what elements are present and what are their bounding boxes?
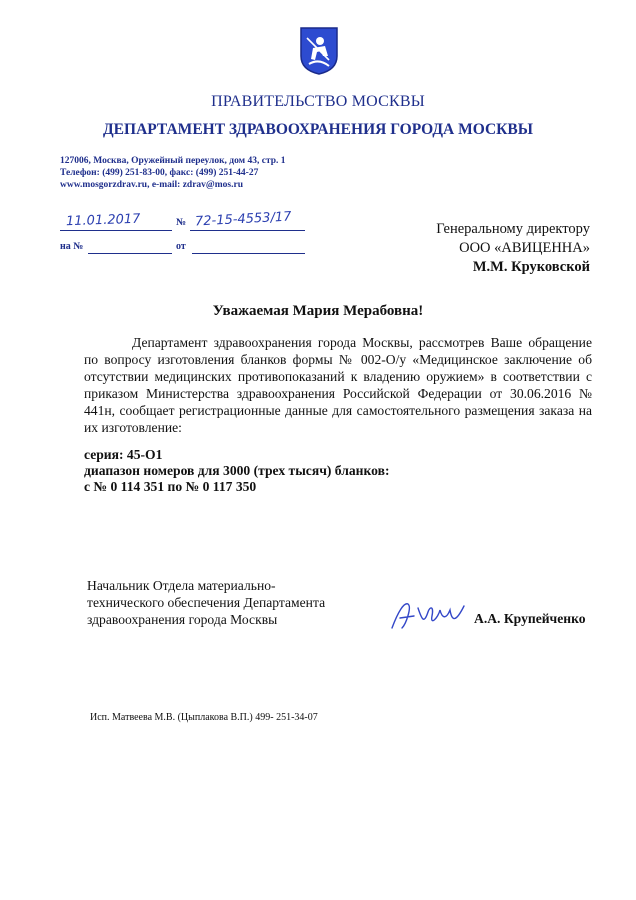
addressee-block bbox=[436, 220, 590, 277]
signer-name: А.А. Крупейченко bbox=[474, 611, 586, 626]
department-title: ДЕПАРТАМЕНТ ЗДРАВООХРАНЕНИЯ ГОРОДА МОСКВЫ bbox=[103, 121, 533, 138]
addressee-name: М.М. Круковской bbox=[472, 259, 590, 275]
number-underline bbox=[190, 230, 305, 231]
contact-block bbox=[60, 155, 286, 191]
details-block bbox=[84, 447, 389, 495]
addressee-company: ООО «АВИЦЕННА» bbox=[459, 240, 590, 256]
registration-number: 72-15-4553/17 bbox=[194, 209, 292, 230]
number-label: № bbox=[176, 217, 187, 228]
from-underline bbox=[192, 253, 305, 254]
registration-date: 11.01.2017 bbox=[65, 211, 141, 230]
web-line: www.mosgorzdrav.ru, e-mail: zdrav@mos.ru bbox=[60, 180, 243, 190]
on-number-label: на № bbox=[60, 241, 84, 252]
on-number-underline bbox=[88, 253, 172, 254]
series-line: серия: 45-О1 bbox=[84, 447, 163, 462]
range-line: диапазон номеров для 3000 (трех тысяч) бланков: bbox=[84, 463, 390, 478]
executor-line: Исп. Матвеева М.В. (Цыплакова В.П.) 499- 251-34-07 bbox=[90, 712, 318, 723]
numbers-line: с № 0 114 351 по № 0 117 350 bbox=[84, 479, 257, 494]
signer-title-line2: технического обеспечения Департамента bbox=[87, 595, 326, 610]
phone-line: Телефон: (499) 251-83-00, факс: (499) 251-44-27 bbox=[60, 168, 259, 178]
reference-line bbox=[60, 240, 305, 256]
addressee-position: Генеральному директору bbox=[436, 221, 590, 237]
greeting: Уважаемая Мария Мерабовна! bbox=[212, 303, 424, 319]
government-title: ПРАВИТЕЛЬСТВО МОСКВЫ bbox=[211, 93, 425, 110]
date-underline bbox=[60, 230, 172, 231]
handwritten-signature-icon bbox=[388, 598, 468, 634]
signer-title-block bbox=[87, 577, 325, 628]
address-line: 127006, Москва, Оружейный переулок, дом 43, стр. 1 bbox=[60, 156, 286, 166]
body-paragraph: Департамент здравоохранения города Москвы, рассмотрев Ваше обращение по вопросу изготовления бланков формы № 002-О/у «Медицинское заключение об отсутствии медицинских противопоказаний к владению оружием» в соответствии с приказом Министерства здравоохранения Российской Федерации от 30.06.2016 № 441н, сообщает регистрационные данные для самостоятельного размещения заказа на их изготовление: bbox=[84, 335, 592, 435]
from-label: от bbox=[176, 241, 186, 252]
signer-title-line3: здравоохранения города Москвы bbox=[87, 612, 278, 627]
moscow-coat-of-arms-icon bbox=[299, 26, 339, 76]
registration-line bbox=[60, 209, 305, 232]
signer-title-line1: Начальник Отдела материально- bbox=[87, 578, 276, 593]
